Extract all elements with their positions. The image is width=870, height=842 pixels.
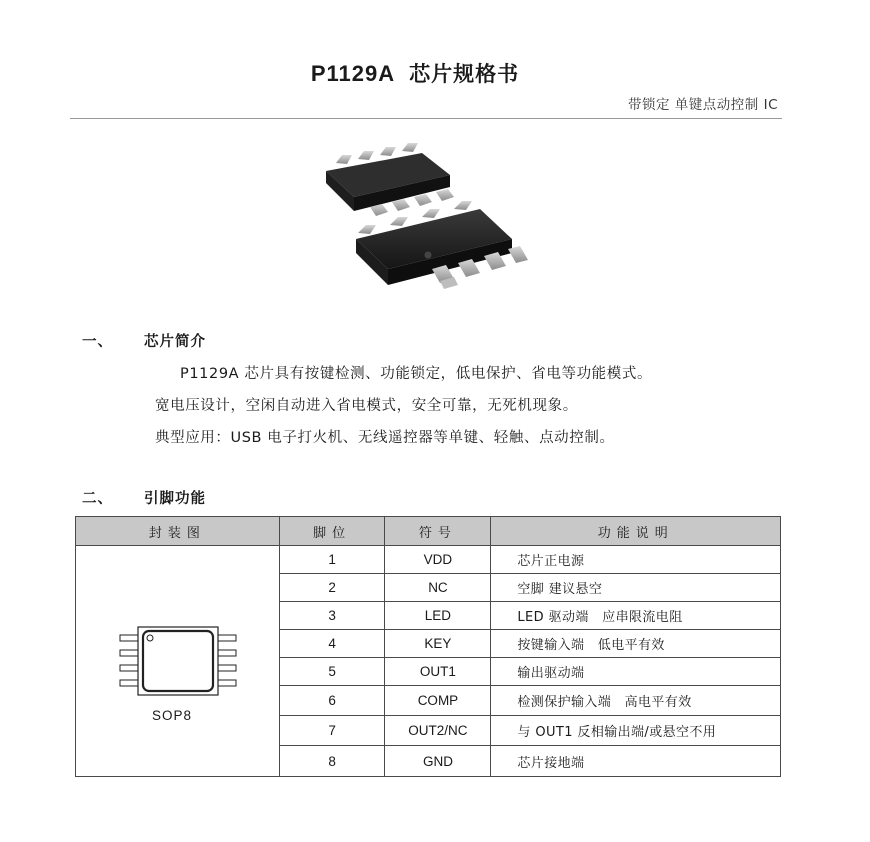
model-number: P1129A	[310, 61, 396, 86]
pin-description: 芯片正电源	[491, 546, 781, 574]
package-diagram-cell	[76, 546, 280, 777]
pin-number: 4	[279, 630, 385, 658]
section-2-number: 二、	[82, 491, 113, 507]
document-subtitle: 带锁定 单键点动控制 IC	[628, 97, 778, 113]
table-header-row	[76, 517, 781, 546]
pin-description: LED 驱动端 应串限流电阻	[491, 602, 781, 630]
pin-description: 空脚 建议悬空	[491, 574, 781, 602]
pin-description: 按键输入端 低电平有效	[491, 630, 781, 658]
title-text: 芯片规格书	[409, 62, 520, 86]
pin-symbol: GND	[385, 746, 491, 777]
pin-symbol: OUT1	[385, 658, 491, 686]
section-1-title: 芯片简介	[144, 334, 206, 350]
pin-symbol: KEY	[385, 630, 491, 658]
pin-symbol: COMP	[385, 686, 491, 716]
header-pin: 脚位	[279, 517, 385, 546]
intro-paragraph-2: 宽电压设计，空闲自动进入省电模式，安全可靠，无死机现象。	[155, 398, 578, 414]
section-2-heading	[82, 487, 206, 508]
header-description: 功能说明	[491, 517, 781, 546]
header-symbol: 符号	[385, 517, 491, 546]
pin-symbol: VDD	[385, 546, 491, 574]
pin-number: 1	[279, 546, 385, 574]
header-divider	[70, 118, 782, 119]
pin-symbol: NC	[385, 574, 491, 602]
document-title	[0, 58, 830, 88]
pin-description: 芯片接地端	[491, 746, 781, 777]
chip-photo	[300, 135, 560, 305]
pin-number: 6	[279, 686, 385, 716]
intro-paragraph-1: P1129A 芯片具有按键检测、功能锁定，低电保护、省电等功能模式。	[180, 366, 653, 382]
section-1-heading	[82, 330, 206, 351]
pin-number: 7	[279, 716, 385, 746]
pin-number: 5	[279, 658, 385, 686]
pin-number: 8	[279, 746, 385, 777]
intro-paragraph-3: 典型应用：USB 电子打火机、无线遥控器等单键、轻触、点动控制。	[155, 430, 615, 446]
pin-description: 与 OUT1 反相输出端/或悬空不用	[491, 716, 781, 746]
pin-description: 输出驱动端	[491, 658, 781, 686]
pin-description: 检测保护输入端 高电平有效	[491, 686, 781, 716]
pin-function-table	[75, 516, 781, 777]
pin-number: 2	[279, 574, 385, 602]
pin-number: 3	[279, 602, 385, 630]
section-2-title: 引脚功能	[144, 491, 206, 507]
sop8-package-icon	[118, 626, 238, 698]
pin-symbol: OUT2/NC	[385, 716, 491, 746]
section-1-number: 一、	[82, 334, 113, 350]
header-package: 封装图	[76, 517, 280, 546]
table-row	[76, 546, 781, 574]
package-label: SOP8	[152, 708, 193, 723]
pin-symbol: LED	[385, 602, 491, 630]
